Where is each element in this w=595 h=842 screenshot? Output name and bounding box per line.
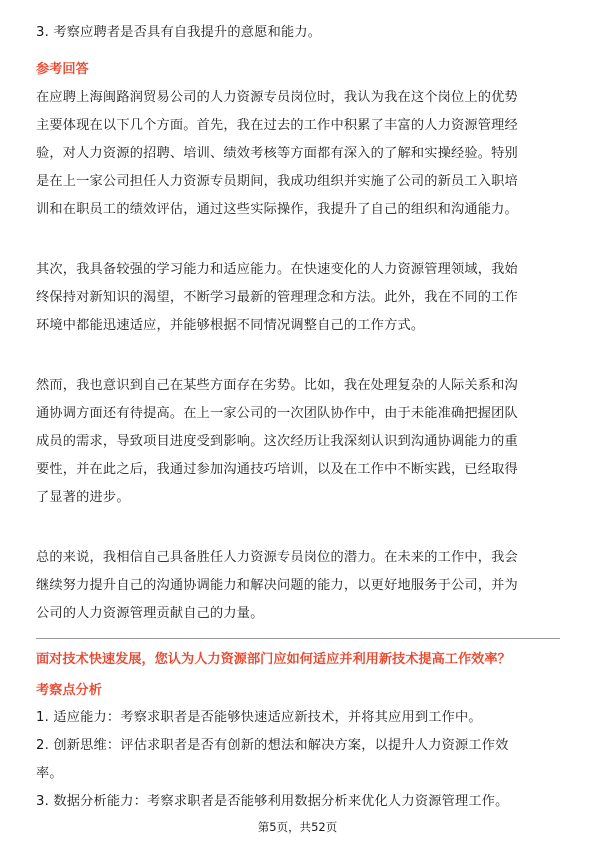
analysis-item: 率。 [36,766,63,781]
answer-p3-line: 然而，我也意识到自己在某些方面存在劣势。比如，我在处理复杂的人际关系和沟 [36,378,518,393]
section-divider [36,638,560,639]
analysis-item: 3. 数据分析能力：考察求职者是否能够利用数据分析来优化人力资源管理工作。 [36,794,509,809]
intro-item: 3. 考察应聘者是否具有自我提升的意愿和能力。 [36,25,322,40]
answer-p2-line: 终保持对新知识的渴望，不断学习最新的管理理念和方法。此外，我在不同的工作 [36,290,518,305]
answer-p2-line: 其次，我具备较强的学习能力和适应能力。在快速变化的人力资源管理领域，我始 [36,262,518,277]
answer-p1-line: 是在上一家公司担任人力资源专员期间，我成功组织并实施了公司的新员工入职培 [36,174,518,189]
answer-p3-line: 要性，并在此之后，我通过参加沟通技巧培训，以及在工作中不断实践，已经取得 [36,462,518,477]
analysis-item: 2. 创新思维：评估求职者是否有创新的想法和解决方案，以提升人力资源工作效 [36,738,509,753]
answer-p3-line: 了显著的进步。 [36,490,130,505]
analysis-heading: 考察点分析 [36,683,102,698]
reference-answer-heading: 参考回答 [36,62,89,77]
answer-p4-line: 继续努力提升自己的沟通协调能力和解决问题的能力，以更好地服务于公司，并为 [36,578,518,593]
answer-p3-line: 通协调方面还有待提高。在上一家公司的一次团队协作中，由于未能准确把握团队 [36,406,518,421]
page-number-footer: 第5页，共52页 [257,820,338,834]
answer-p1-line: 主要体现在以下几个方面。首先，我在过去的工作中积累了丰富的人力资源管理经 [36,118,518,133]
analysis-item: 1. 适应能力：考察求职者是否能够快速适应新技术，并将其应用到工作中。 [36,710,482,725]
answer-p1-line: 训和在职员工的绩效评估，通过这些实际操作，我提升了自己的组织和沟通能力。 [36,202,518,217]
next-question-heading: 面对技术快速发展，您认为人力资源部门应如何适应并利用新技术提高工作效率？ [36,652,511,667]
answer-p2-line: 环境中都能迅速适应，并能够根据不同情况调整自己的工作方式。 [36,318,425,333]
answer-p4-line: 总的来说，我相信自己具备胜任人力资源专员岗位的潜力。在未来的工作中，我会 [36,550,518,565]
answer-p4-line: 公司的人力资源管理贡献自己的力量。 [36,606,264,621]
answer-p3-line: 成员的需求，导致项目进度受到影响。这次经历让我深刻认识到沟通协调能力的重 [36,434,518,449]
answer-p1-line: 在应聘上海闽路润贸易公司的人力资源专员岗位时，我认为我在这个岗位上的优势 [36,90,518,105]
answer-p1-line: 验，对人力资源的招聘、培训、绩效考核等方面都有深入的了解和实操经验。特别 [36,146,518,161]
